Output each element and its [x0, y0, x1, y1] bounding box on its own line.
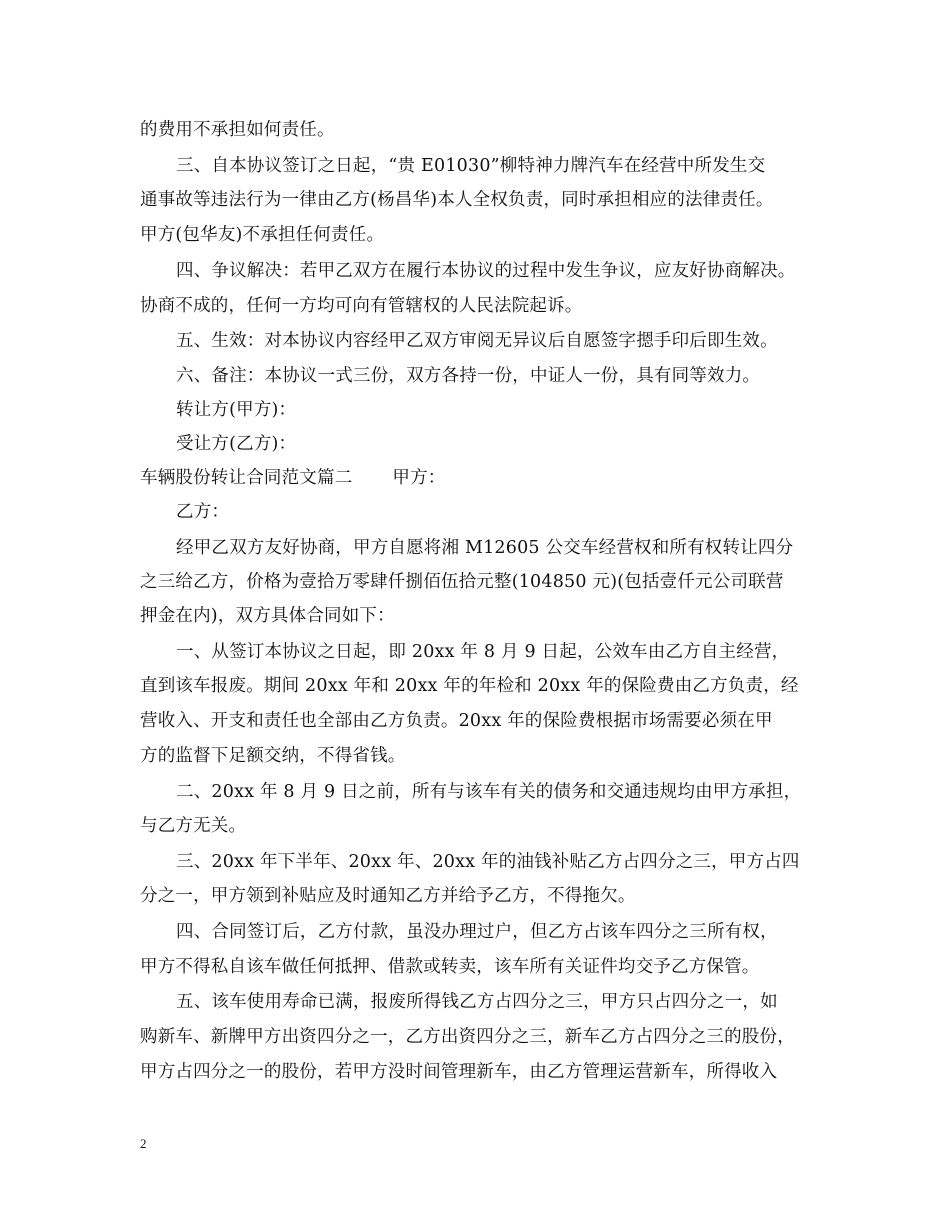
body-text-line: 直到该车报废。期间 20xx 年和 20xx 年的年检和 20xx 年的保险费由乙方负责，经 [140, 676, 799, 696]
article-four-line: 四、合同签订后，乙方付款，虽没办理过户，但乙方占该车四分之三所有权， [176, 922, 778, 942]
section-heading-row [140, 466, 446, 490]
body-text-line: 营收入、开支和责任也全部由乙方负责。20xx 年的保险费根据市场需要必须在甲 [140, 711, 773, 731]
body-text-line: 甲方(包华友)不承担任何责任。 [140, 225, 385, 245]
body-text-line: 分之一，甲方领到补贴应及时通知乙方并给予乙方，不得拖欠。 [140, 886, 636, 906]
article-one-line: 一、从签订本协议之日起，即 20xx 年 8 月 9 日起，公效车由乙方自主经营， [176, 642, 790, 662]
contract-intro-line: 经甲乙双方友好协商，甲方自愿将湘 M12605 公交车经营权和所有权转让四分 [176, 538, 794, 558]
body-text-line: 押金在内)，双方具体合同如下： [140, 606, 395, 626]
body-text-line: 通事故等违法行为一律由乙方(杨昌华)本人全权负责，同时承担相应的法律责任。 [140, 190, 774, 210]
article-five-line: 五、该车使用寿命已满，报废所得钱乙方占四分之三，甲方只占四分之一，如 [176, 992, 778, 1012]
clause-three-line: 三、自本协议签订之日起，“贵 E01030”柳特神力牌汽车在经营中所发生交 [176, 156, 766, 176]
body-text-line: 甲方占四分之一的股份，若甲方没时间管理新车，由乙方管理运营新车，所得收入 [140, 1062, 778, 1082]
body-text-line: 甲方不得私自该车做任何抵押、借款或转卖，该车所有关证件均交予乙方保管。 [140, 957, 760, 977]
body-text-line: 协商不成的，任何一方均可向有管辖权的人民法院起诉。 [140, 296, 583, 316]
party-a-label: 甲方： [392, 468, 446, 488]
section-heading: 车辆股份转让合同范文篇二 [140, 468, 353, 488]
article-two-line: 二、20xx 年 8 月 9 日之前，所有与该车有关的债务和交通违规均由甲方承担， [176, 782, 802, 802]
body-text-line: 购新车、新牌甲方出资四分之一，乙方出资四分之三，新车乙方占四分之三的股份， [140, 1027, 795, 1047]
article-three-line: 三、20xx 年下半年、20xx 年、20xx 年的油钱补贴乙方占四分之三，甲方占四 [176, 852, 800, 872]
body-text-line: 之三给乙方，价格为壹拾万零肆仟捌佰伍拾元整(104850 元)(包括壹仟元公司联营 [140, 572, 784, 592]
clause-six-line: 六、备注：本协议一式三份，双方各持一份，中证人一份，具有同等效力。 [176, 366, 761, 386]
clause-five-line: 五、生效：对本协议内容经甲乙双方审阅无异议后自愿签字摁手印后即生效。 [176, 331, 778, 351]
party-b-label: 乙方： [176, 502, 230, 522]
signature-line-party-a: 转让方(甲方)： [176, 400, 297, 420]
body-text-line: 的费用不承担如何责任。 [140, 120, 335, 140]
page-number: 2 [140, 1136, 147, 1151]
clause-four-line: 四、争议解决：若甲乙双方在履行本协议的过程中发生争议，应友好协商解决。 [176, 261, 796, 281]
body-text-line: 方的监督下足额交纳，不得省钱。 [140, 746, 406, 766]
signature-line-party-b: 受让方(乙方)： [176, 434, 297, 454]
body-text-line: 与乙方无关。 [140, 816, 247, 836]
